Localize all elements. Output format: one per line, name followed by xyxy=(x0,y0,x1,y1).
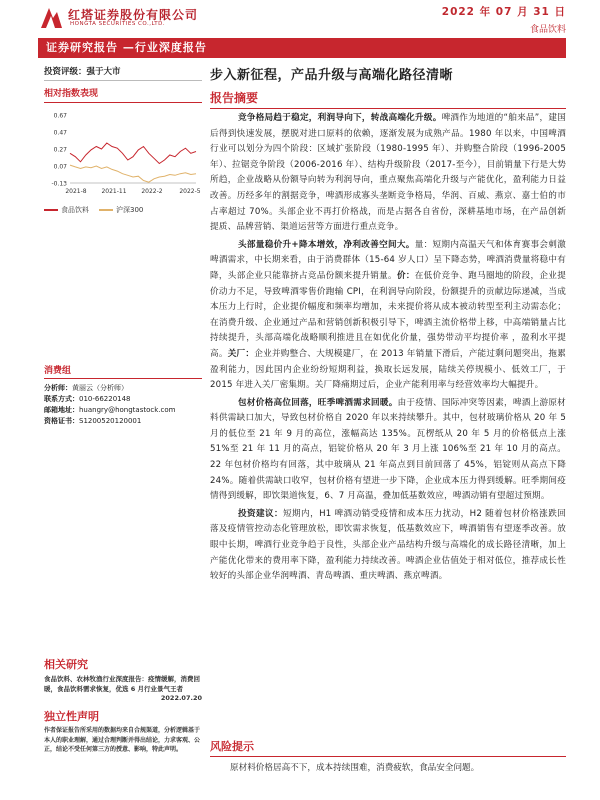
summary-paragraph: 竞争格局趋于稳定，利润导向下，转战高端化升级。啤酒作为地道的“舶来品”，建国后得到快速发展，摆脱对进口原料的依赖，逐渐发展为成熟产品。1980 年以来，中国啤酒行业可以划分为四个阶段：区域扩张阶段（1980-1995 年）、并购整合阶段（1996-2005 年）、拉锯竞争阶段（2006-2016 年）、结构升级阶段（2017-至今），目前销量下行是大势所趋，企业战略从份额导向转为利润导向，重点聚焦高端化升级与产能优化，盈利能力日益改善。历经多年的割据竞争，啤酒形成寡头垄断竞争格局，华润、百威、燕京、嘉士伯的市占率超过 70%。头部企业不再打价格战，而是占据各自省份，深耕基地市场，在产品创新提质、品牌营销、渠道运营等方面进行重点竞争。 xyxy=(210,113,566,233)
summary-paragraph: 投资建议：短期内，H1 啤酒动销受疫情和成本压力扰动，H2 随着包材价格涨跌回落及疫情管控动态化管理放松，即饮需求恢复，低基数效应下，啤酒销售有望逐季改善。放眼中长期，啤酒行业竞争趋于良性，头部企业产品结构升级与高端化的成长路径清晰，加上产能优化带来的费用率下降，盈利能力持续改善。啤酒企业估值处于相对低位，推荐成长性较好的头部企业华润啤酒、青岛啤酒、重庆啤酒、燕京啤酒。 xyxy=(210,508,566,582)
x-tick-label: 2021-8 xyxy=(65,188,87,195)
investment-rating: 投资评级：强于大市 xyxy=(44,62,202,81)
summary-heading: 报告摘要 xyxy=(210,89,566,109)
related-research xyxy=(44,656,202,755)
page-header xyxy=(0,0,600,38)
legend-swatch-2 xyxy=(99,209,113,211)
legend-swatch-1 xyxy=(44,209,58,211)
main-content xyxy=(210,64,566,585)
analyst-row[interactable]: 邮箱地址：huangry@hongtastock.com xyxy=(44,406,176,414)
related-research-date: 2022.07.20 xyxy=(160,694,202,702)
x-tick-label: 2021-11 xyxy=(101,188,127,195)
company-name: 红塔证券股份有限公司 xyxy=(68,8,199,22)
sidebar xyxy=(44,62,202,427)
analyst-row: 资格证书：S1200520120001 xyxy=(44,417,142,425)
y-tick-label: 0.27 xyxy=(53,146,67,154)
legend-label-2: 沪深300 xyxy=(116,206,144,214)
disclaimer-title: 独立性声明 xyxy=(44,710,99,723)
disclaimer-text: 作者保证报告所采用的数据均来自合规渠道，分析逻辑基于本人的职业理解，通过合理判断并得出结论，力求客观、公正，结论不受任何第三方的授意、影响，特此声明。 xyxy=(44,727,201,753)
related-research-link[interactable]: 食品饮料、农林牧渔行业深度报告：疫情缓解，消费回暖，食品饮料需求恢复，优选 6 月行业景气王者 xyxy=(44,675,200,693)
y-tick-label: 0.67 xyxy=(53,112,67,120)
chart-canvas xyxy=(44,109,202,199)
x-tick-label: 2022-2 xyxy=(141,188,163,195)
analyst-row: 联系方式：010-66220148 xyxy=(44,395,131,403)
report-type-band: 证券研究报告 —行业深度报告 xyxy=(38,38,566,58)
analyst-row: 分析师：黄丽云（分析师） xyxy=(44,384,128,392)
analyst-info xyxy=(44,383,202,427)
report-date: 2022 年 07 月 31 日 xyxy=(441,6,566,18)
relative-index-chart xyxy=(44,109,202,219)
company-name-en: HONGTA SECURITIES CO.,LTD. xyxy=(70,21,166,27)
summary-paragraph: 头部量稳价升+降本增效，净利改善空间大。量：短期内高温天气和体育赛事会刺激啤酒需求，中长期来看，由于消费群体（15-64 岁人口）呈下降态势，啤酒消费量将稳中有降，头部企业只能靠挤占竞品份额来提升销量。价：在低价竞争、跑马圈地的阶段，企业提价动力不足，导致啤酒零售价跑输 CPI，在利润导向阶段，份额提升的贡献边际递减，当成本压力上行时，企业提价幅度和频率均增加，未来提价将从成本被动转型至利主动需态化；在消费升级、企业通过产品和营销创新积极引导下，啤酒主流价格带上移，中高端销量占比持续提升，头部高端化战略顺利推进且在如优化价量，强势带动平均提价率 ，盈利水平提高。关厂：企业并购整合、大规模建厂，在 2013 年销量下滑后，产能过剩问题突出，拖累盈利能力，因此国内企业纷纷短期利益，换取长远发展，陆续关停规模小、低效工厂，于 2015 年进入关厂密集期。关厂降痛期过后，企业产能利用率与经营效率均大幅提升。 xyxy=(210,239,566,391)
chart-legend xyxy=(44,205,202,215)
summary-paragraph: 包材价格高位回落，旺季啤酒需求回暖。由于疫情、国际冲突等因素，啤酒上游原材料供需缺口加大，导致包材价格自 2020 年以来持续攀升。其中，包材玻璃价格从 20 年 5 月的低位至 21 年 9 月的高位，涨幅高达 135%。瓦楞纸从 20 年 5 月的价格低点上涨 51%至 21 年 11 月的高点，铝锭价格从 20 年 3 月上涨 106%至 21 年 10 月的高点。22 年包材价格均有回落，其中玻璃从 21 年高点到目前回落了 45%，铝锭则从高点下降 24%。随着供需缺口收窄，包材价格有望进一步下降，企业成本压力得到缓解。旺季期间疫情得到缓解，即饮渠道恢复，6、7 月高温，叠加低基数效应，啤酒动销有望超过预期。 xyxy=(210,397,566,502)
y-tick-label: -0.13 xyxy=(51,180,67,188)
relative-performance-title: 相对指数表现 xyxy=(44,83,202,103)
company-logo-icon xyxy=(38,4,64,30)
series-line-1 xyxy=(70,143,196,164)
related-research-title: 相关研究 xyxy=(44,658,88,671)
y-tick-label: 0.47 xyxy=(53,129,67,137)
category-label: 消费组 xyxy=(44,363,202,379)
risk-title: 风险提示 xyxy=(210,738,566,757)
series-line-2 xyxy=(70,165,196,182)
y-tick-label: 0.07 xyxy=(53,163,67,171)
x-tick-label: 2022-5 xyxy=(179,188,201,195)
legend-label-1: 食品饮料 xyxy=(61,206,89,214)
report-title: 步入新征程，产品升级与高端化路径清晰 xyxy=(210,68,454,83)
report-industry: 食品饮料 xyxy=(529,25,566,35)
risk-section xyxy=(210,738,566,776)
risk-text: 原材料价格居高不下，成本持续围难，消费疲软，食品安全问题。 xyxy=(230,763,480,773)
